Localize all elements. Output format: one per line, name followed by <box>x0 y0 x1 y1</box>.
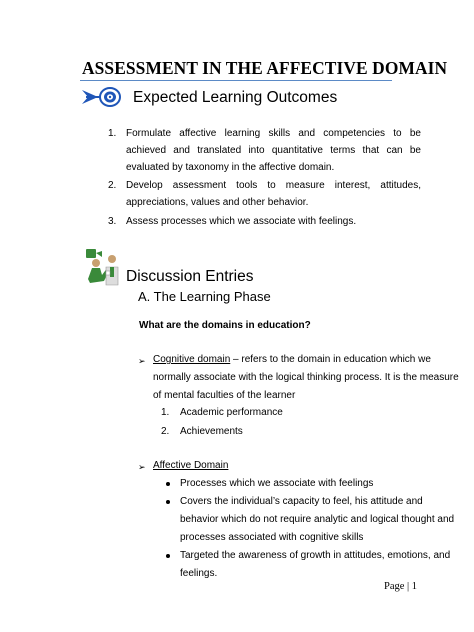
list-item: 2. Develop assessment tools to measure interest, attitudes, appreciations, values and other behavior. <box>108 180 421 209</box>
list-item: 3. Assess processes which we associate with feelings. <box>108 215 357 227</box>
affective-term: Affective Domain <box>153 460 229 471</box>
cognitive-domain-text: Cognitive domain – refers to the domain in education which we normally associate with the logical thinking process. It is the measure of mental faculties of the learner <box>153 354 459 401</box>
cognitive-term: Cognitive domain <box>153 354 231 365</box>
bullet-dot-icon <box>166 482 170 486</box>
list-item: 1. Academic performance <box>161 407 283 418</box>
list-item: Targeted the awareness of growth in attitudes, emotions, and feelings. <box>180 550 451 579</box>
arrow-bullet-icon: ➢ <box>138 462 146 472</box>
question-text: What are the domains in education? <box>139 320 311 331</box>
title-underline <box>80 80 392 81</box>
discussion-heading: Discussion Entries <box>126 268 254 285</box>
page-number: Page | 1 <box>384 581 418 592</box>
list-item: Processes which we associate with feelings <box>180 478 374 489</box>
document-title: ASSESSMENT IN THE AFFECTIVE DOMAIN <box>82 58 448 78</box>
list-item: 1. Formulate affective learning skills and competencies to be achieved and translated into quantitative terms that can be evaluated by taxonomy in the affective domain. <box>108 128 421 173</box>
outcomes-heading: Expected Learning Outcomes <box>133 89 338 106</box>
arrow-bullet-icon: ➢ <box>138 356 146 366</box>
discussion-people-icon <box>84 245 122 287</box>
bullet-dot-icon <box>166 554 170 558</box>
phase-heading: A. The Learning Phase <box>138 289 271 304</box>
target-arrow-icon <box>80 86 124 108</box>
bullet-dot-icon <box>166 500 170 504</box>
outcomes-list <box>108 126 421 233</box>
list-item: Covers the individual’s capacity to feel, his attitude and behavior which do not require analytic and logical thought and processes associated with cognitive skills <box>180 496 455 543</box>
list-item: 2. Achievements <box>161 426 243 437</box>
